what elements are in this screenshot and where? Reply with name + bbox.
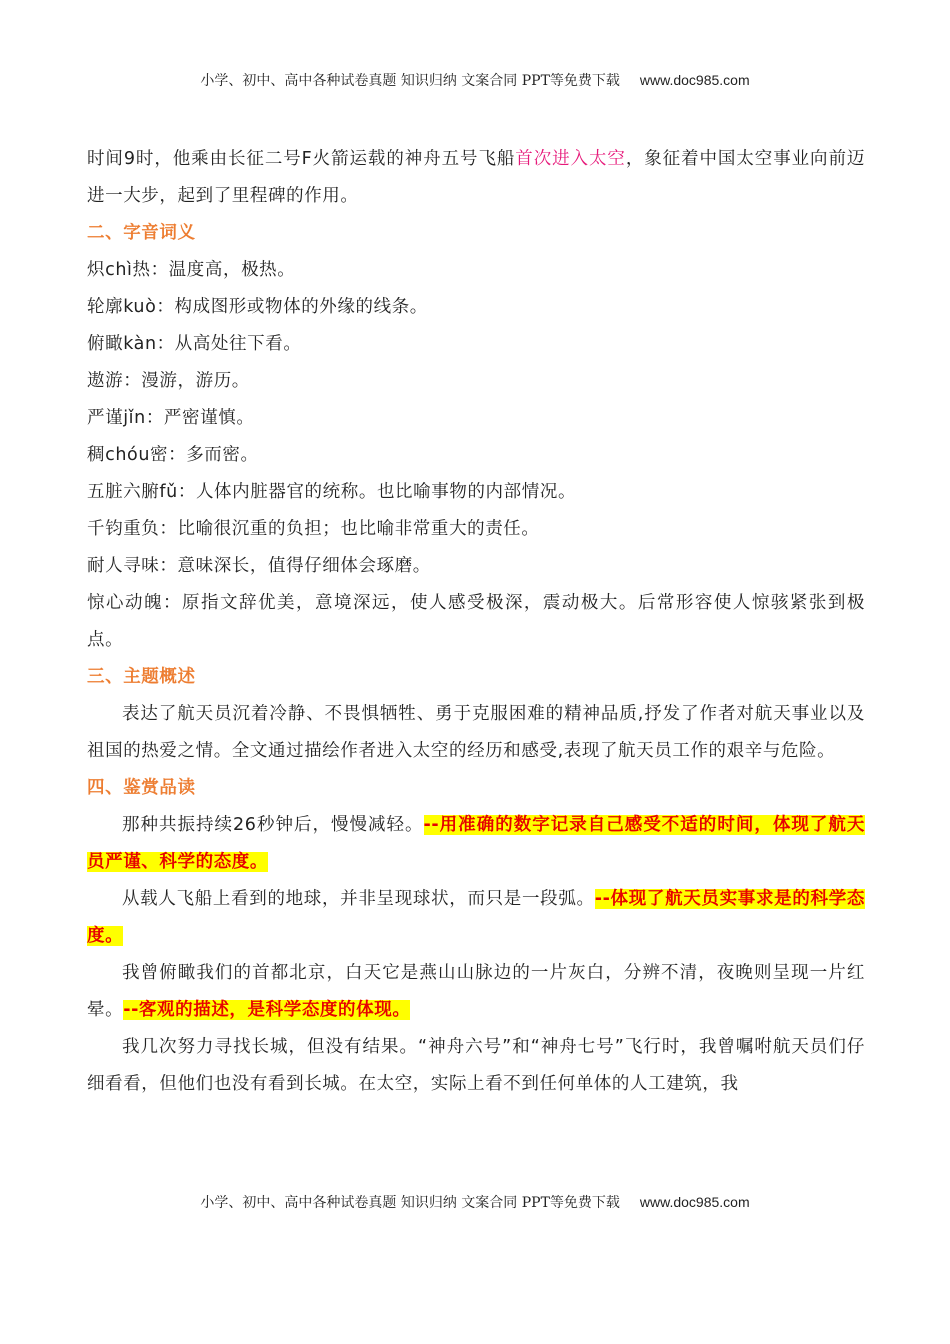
footer-text: 小学、初中、高中各种试卷真题 知识归纳 文案合同 PPT等免费下载	[200, 1195, 620, 1211]
vocab-item: 五脏六腑fǔ：人体内脏器官的统称。也比喻事物的内部情况。	[87, 482, 577, 502]
document-body	[87, 141, 865, 1103]
appreciation-paragraph-1	[87, 807, 865, 881]
section-heading-vocabulary: 二、字音词义	[87, 223, 196, 243]
vocab-item: 轮廓kuò：构成图形或物体的外缘的线条。	[87, 297, 428, 317]
appreciation-paragraph-3	[87, 955, 865, 1029]
vocab-item: 炽chì热：温度高，极热。	[87, 260, 296, 280]
footer-url: www.doc985.com	[639, 1194, 750, 1210]
annotation-highlight: --体现了航天员实事求是的科学态度。	[87, 889, 865, 946]
appreciation-text: 我曾俯瞰我们的首都北京，白天它是燕山山脉边的一片灰白，分辨不清，夜晚则呈现一片红晕。	[87, 963, 865, 1020]
vocab-item: 严谨jǐn：严密谨慎。	[87, 408, 255, 428]
intro-highlight: 首次进入太空	[515, 149, 626, 169]
vocab-item: 千钧重负：比喻很沉重的负担；也比喻非常重大的责任。	[87, 519, 540, 539]
header-text: 小学、初中、高中各种试卷真题 知识归纳 文案合同 PPT等免费下载	[200, 73, 620, 89]
vocab-item: 惊心动魄：原指文辞优美，意境深远，使人感受极深，震动极大。后常形容使人惊骇紧张到极点。	[87, 593, 865, 650]
vocab-item: 耐人寻味：意味深长，值得仔细体会琢磨。	[87, 556, 431, 576]
section-heading-appreciation: 四、鉴赏品读	[87, 778, 196, 798]
section-heading-theme: 三、主题概述	[87, 667, 196, 687]
intro-paragraph	[87, 141, 865, 215]
intro-text-end: ，象征着中国太空事业向前迈进一大步，起到了里程碑的作用。	[87, 149, 865, 206]
vocab-item: 遨游：漫游，游历。	[87, 371, 250, 391]
vocab-item: 稠chóu密：多而密。	[87, 445, 259, 465]
appreciation-text: 那种共振持续26秒钟后，慢慢减轻。	[122, 815, 424, 835]
page-footer	[0, 1192, 950, 1212]
appreciation-paragraph-2	[87, 881, 865, 955]
intro-text-start: 时间9时，他乘由长征二号F火箭运载的神舟五号飞船	[87, 149, 516, 169]
annotation-highlight: --用准确的数字记录自己感受不适的时间，体现了航天员严谨、科学的态度。	[87, 815, 865, 872]
annotation-highlight: --客观的描述，是科学态度的体现。	[123, 1000, 411, 1020]
appreciation-paragraph-4: 我几次努力寻找长城，但没有结果。“神舟六号”和“神舟七号”飞行时，我曾嘱咐航天员们仔细看看，但他们也没有看到长城。在太空，实际上看不到任何单体的人工建筑，我	[87, 1037, 865, 1094]
header-url: www.doc985.com	[639, 72, 750, 88]
page-header	[0, 70, 950, 90]
theme-paragraph: 表达了航天员沉着冷静、不畏惧牺牲、勇于克服困难的精神品质,抒发了作者对航天事业以及祖国的热爱之情。全文通过描绘作者进入太空的经历和感受,表现了航天员工作的艰辛与危险。	[87, 704, 865, 761]
appreciation-text: 从载人飞船上看到的地球，并非呈现球状，而只是一段弧。	[122, 889, 595, 909]
vocab-item: 俯瞰kàn：从高处往下看。	[87, 334, 302, 354]
